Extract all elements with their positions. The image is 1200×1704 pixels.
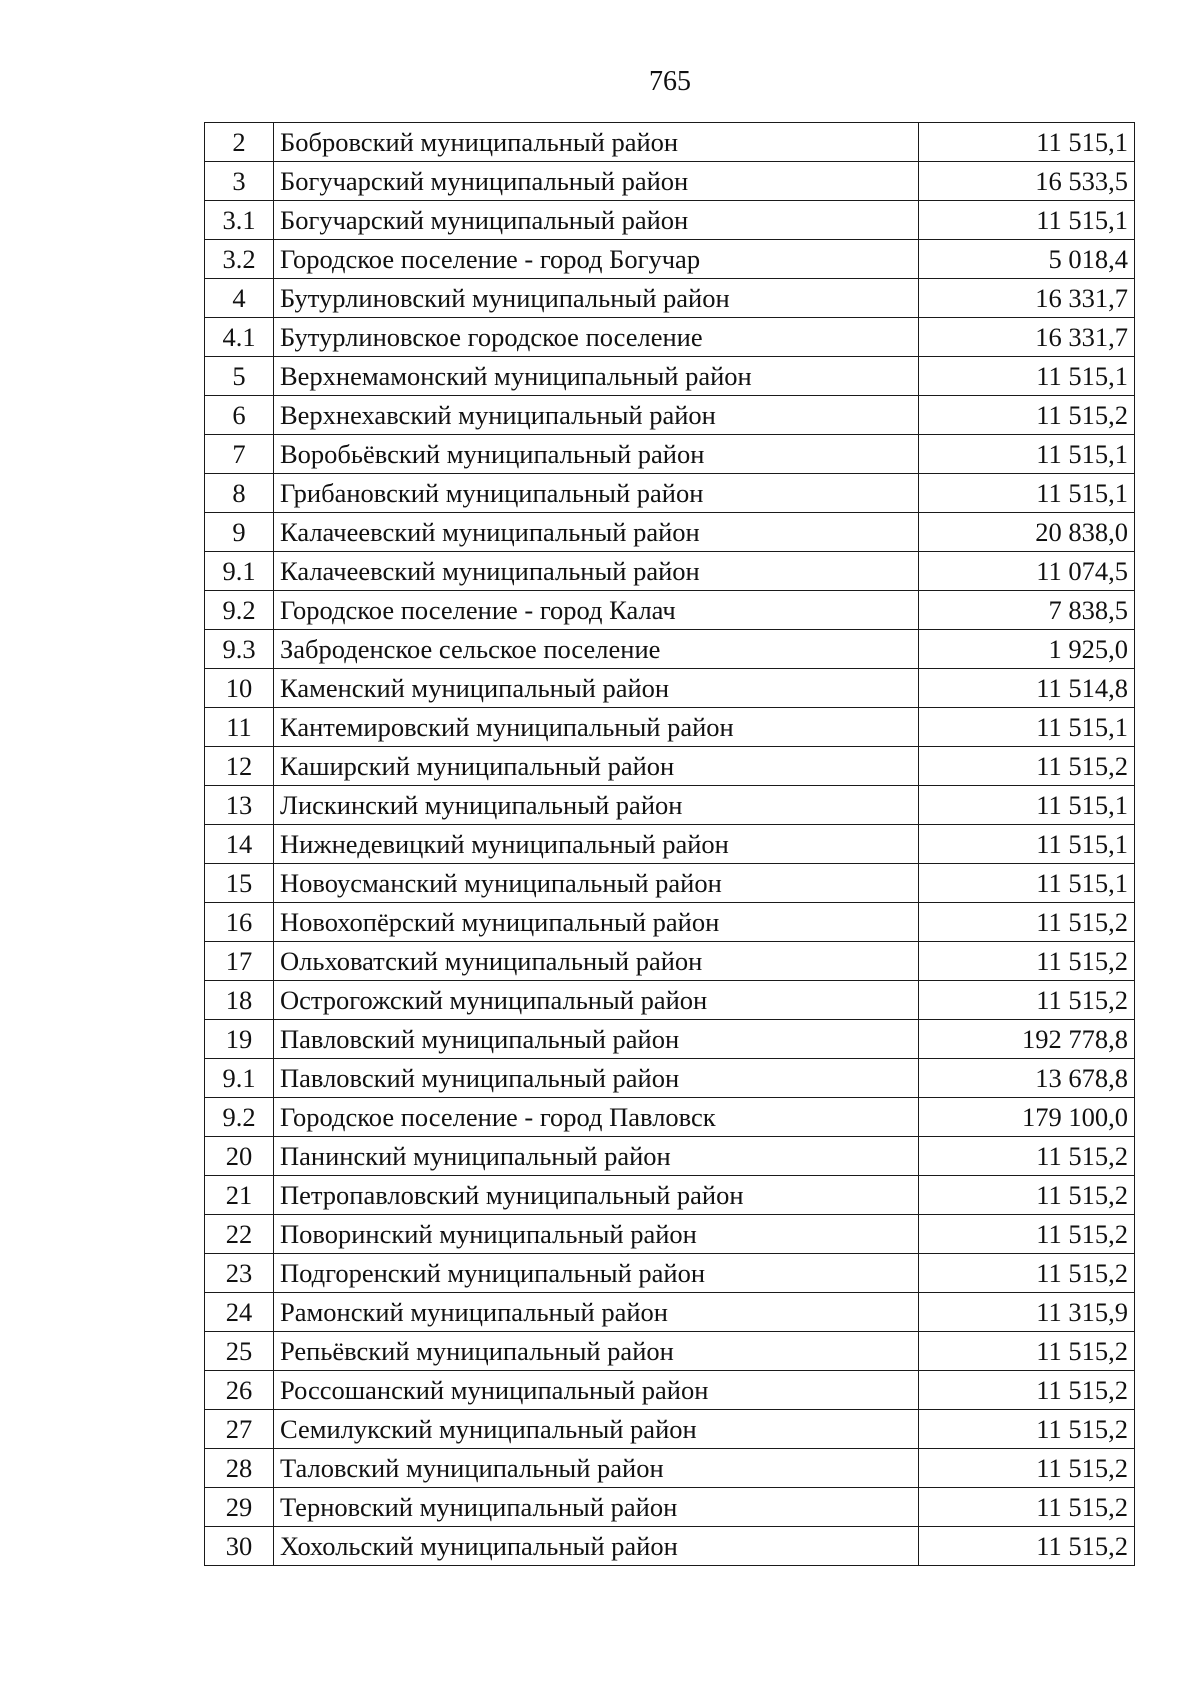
municipality-name: Грибановский муниципальный район xyxy=(274,474,919,513)
table-row xyxy=(205,1176,1135,1215)
table-row xyxy=(205,552,1135,591)
amount-value: 11 515,1 xyxy=(919,201,1135,240)
row-number: 26 xyxy=(205,1371,274,1410)
table-row xyxy=(205,318,1135,357)
amount-value: 11 514,8 xyxy=(919,669,1135,708)
amount-value: 11 515,2 xyxy=(919,942,1135,981)
row-number: 9 xyxy=(205,513,274,552)
row-number: 24 xyxy=(205,1293,274,1332)
amount-value: 5 018,4 xyxy=(919,240,1135,279)
municipality-name: Каширский муниципальный район xyxy=(274,747,919,786)
table-row xyxy=(205,123,1135,162)
table-body xyxy=(205,123,1135,1566)
table-row xyxy=(205,942,1135,981)
municipality-name: Городское поселение - город Павловск xyxy=(274,1098,919,1137)
amount-value: 11 515,2 xyxy=(919,1176,1135,1215)
row-number: 3 xyxy=(205,162,274,201)
row-number: 23 xyxy=(205,1254,274,1293)
municipality-name: Павловский муниципальный район xyxy=(274,1059,919,1098)
table-row xyxy=(205,240,1135,279)
amount-value: 16 331,7 xyxy=(919,318,1135,357)
row-number: 11 xyxy=(205,708,274,747)
amount-value: 11 074,5 xyxy=(919,552,1135,591)
table-row xyxy=(205,981,1135,1020)
table-row xyxy=(205,1488,1135,1527)
table-row xyxy=(205,201,1135,240)
amount-value: 11 515,1 xyxy=(919,357,1135,396)
table-row xyxy=(205,435,1135,474)
table-row xyxy=(205,1137,1135,1176)
amount-value: 11 515,2 xyxy=(919,396,1135,435)
municipality-name: Верхнемамонский муниципальный район xyxy=(274,357,919,396)
row-number: 10 xyxy=(205,669,274,708)
row-number: 9.1 xyxy=(205,1059,274,1098)
table-row xyxy=(205,708,1135,747)
row-number: 28 xyxy=(205,1449,274,1488)
municipality-name: Нижнедевицкий муниципальный район xyxy=(274,825,919,864)
budget-table xyxy=(204,122,1135,1566)
municipality-name: Подгоренский муниципальный район xyxy=(274,1254,919,1293)
row-number: 9.2 xyxy=(205,1098,274,1137)
amount-value: 13 678,8 xyxy=(919,1059,1135,1098)
row-number: 3.1 xyxy=(205,201,274,240)
municipality-name: Городское поселение - город Калач xyxy=(274,591,919,630)
municipality-name: Терновский муниципальный район xyxy=(274,1488,919,1527)
amount-value: 16 331,7 xyxy=(919,279,1135,318)
municipality-name: Заброденское сельское поселение xyxy=(274,630,919,669)
municipality-name: Богучарский муниципальный район xyxy=(274,201,919,240)
row-number: 3.2 xyxy=(205,240,274,279)
municipality-name: Репьёвский муниципальный район xyxy=(274,1332,919,1371)
row-number: 4 xyxy=(205,279,274,318)
municipality-name: Новоусманский муниципальный район xyxy=(274,864,919,903)
municipality-name: Верхнехавский муниципальный район xyxy=(274,396,919,435)
row-number: 13 xyxy=(205,786,274,825)
page-number: 765 xyxy=(649,66,691,97)
row-number: 19 xyxy=(205,1020,274,1059)
municipality-name: Калачеевский муниципальный район xyxy=(274,513,919,552)
amount-value: 11 515,2 xyxy=(919,1215,1135,1254)
row-number: 2 xyxy=(205,123,274,162)
table-row xyxy=(205,513,1135,552)
table-row xyxy=(205,669,1135,708)
municipality-name: Петропавловский муниципальный район xyxy=(274,1176,919,1215)
row-number: 18 xyxy=(205,981,274,1020)
amount-value: 20 838,0 xyxy=(919,513,1135,552)
row-number: 22 xyxy=(205,1215,274,1254)
amount-value: 11 315,9 xyxy=(919,1293,1135,1332)
table-row xyxy=(205,279,1135,318)
table-row xyxy=(205,1098,1135,1137)
table-row xyxy=(205,747,1135,786)
table-row xyxy=(205,1215,1135,1254)
table-row xyxy=(205,786,1135,825)
amount-value: 11 515,2 xyxy=(919,1332,1135,1371)
row-number: 16 xyxy=(205,903,274,942)
amount-value: 11 515,2 xyxy=(919,1488,1135,1527)
municipality-name: Городское поселение - город Богучар xyxy=(274,240,919,279)
row-number: 6 xyxy=(205,396,274,435)
municipality-name: Каменский муниципальный район xyxy=(274,669,919,708)
table-row xyxy=(205,1020,1135,1059)
amount-value: 11 515,2 xyxy=(919,1254,1135,1293)
table-row xyxy=(205,630,1135,669)
amount-value: 11 515,2 xyxy=(919,1371,1135,1410)
row-number: 15 xyxy=(205,864,274,903)
row-number: 14 xyxy=(205,825,274,864)
row-number: 20 xyxy=(205,1137,274,1176)
row-number: 25 xyxy=(205,1332,274,1371)
municipality-name: Таловский муниципальный район xyxy=(274,1449,919,1488)
municipality-name: Бобровский муниципальный район xyxy=(274,123,919,162)
municipality-name: Острогожский муниципальный район xyxy=(274,981,919,1020)
amount-value: 11 515,2 xyxy=(919,1527,1135,1566)
municipality-name: Бутурлиновский муниципальный район xyxy=(274,279,919,318)
amount-value: 11 515,1 xyxy=(919,123,1135,162)
row-number: 8 xyxy=(205,474,274,513)
table-row xyxy=(205,1293,1135,1332)
row-number: 5 xyxy=(205,357,274,396)
municipality-name: Панинский муниципальный район xyxy=(274,1137,919,1176)
row-number: 9.3 xyxy=(205,630,274,669)
row-number: 21 xyxy=(205,1176,274,1215)
table-row xyxy=(205,396,1135,435)
municipality-name: Воробьёвский муниципальный район xyxy=(274,435,919,474)
row-number: 4.1 xyxy=(205,318,274,357)
table-row xyxy=(205,1332,1135,1371)
amount-value: 192 778,8 xyxy=(919,1020,1135,1059)
amount-value: 11 515,2 xyxy=(919,1137,1135,1176)
table-row xyxy=(205,864,1135,903)
municipality-name: Павловский муниципальный район xyxy=(274,1020,919,1059)
row-number: 27 xyxy=(205,1410,274,1449)
municipality-name: Лискинский муниципальный район xyxy=(274,786,919,825)
municipality-name: Поворинский муниципальный район xyxy=(274,1215,919,1254)
municipality-name: Богучарский муниципальный район xyxy=(274,162,919,201)
row-number: 17 xyxy=(205,942,274,981)
table-row xyxy=(205,1059,1135,1098)
amount-value: 11 515,2 xyxy=(919,1449,1135,1488)
table-row xyxy=(205,1371,1135,1410)
amount-value: 16 533,5 xyxy=(919,162,1135,201)
amount-value: 11 515,1 xyxy=(919,708,1135,747)
table-row xyxy=(205,162,1135,201)
municipality-name: Калачеевский муниципальный район xyxy=(274,552,919,591)
table-row xyxy=(205,1527,1135,1566)
table-row xyxy=(205,357,1135,396)
municipality-name: Кантемировский муниципальный район xyxy=(274,708,919,747)
row-number: 7 xyxy=(205,435,274,474)
amount-value: 11 515,1 xyxy=(919,786,1135,825)
municipality-name: Россошанский муниципальный район xyxy=(274,1371,919,1410)
amount-value: 11 515,1 xyxy=(919,864,1135,903)
row-number: 30 xyxy=(205,1527,274,1566)
amount-value: 11 515,1 xyxy=(919,435,1135,474)
table-row xyxy=(205,1410,1135,1449)
row-number: 9.1 xyxy=(205,552,274,591)
table-row xyxy=(205,1449,1135,1488)
amount-value: 11 515,2 xyxy=(919,747,1135,786)
table-row xyxy=(205,825,1135,864)
amount-value: 11 515,2 xyxy=(919,1410,1135,1449)
municipality-name: Семилукский муниципальный район xyxy=(274,1410,919,1449)
municipality-name: Рамонский муниципальный район xyxy=(274,1293,919,1332)
amount-value: 11 515,2 xyxy=(919,903,1135,942)
amount-value: 179 100,0 xyxy=(919,1098,1135,1137)
amount-value: 1 925,0 xyxy=(919,630,1135,669)
table-row xyxy=(205,591,1135,630)
amount-value: 7 838,5 xyxy=(919,591,1135,630)
amount-value: 11 515,2 xyxy=(919,981,1135,1020)
row-number: 12 xyxy=(205,747,274,786)
municipality-name: Хохольский муниципальный район xyxy=(274,1527,919,1566)
row-number: 9.2 xyxy=(205,591,274,630)
municipality-name: Новохопёрский муниципальный район xyxy=(274,903,919,942)
table-row xyxy=(205,474,1135,513)
municipality-name: Бутурлиновское городское поселение xyxy=(274,318,919,357)
table-row xyxy=(205,1254,1135,1293)
amount-value: 11 515,1 xyxy=(919,474,1135,513)
row-number: 29 xyxy=(205,1488,274,1527)
amount-value: 11 515,1 xyxy=(919,825,1135,864)
table-row xyxy=(205,903,1135,942)
municipality-name: Ольховатский муниципальный район xyxy=(274,942,919,981)
